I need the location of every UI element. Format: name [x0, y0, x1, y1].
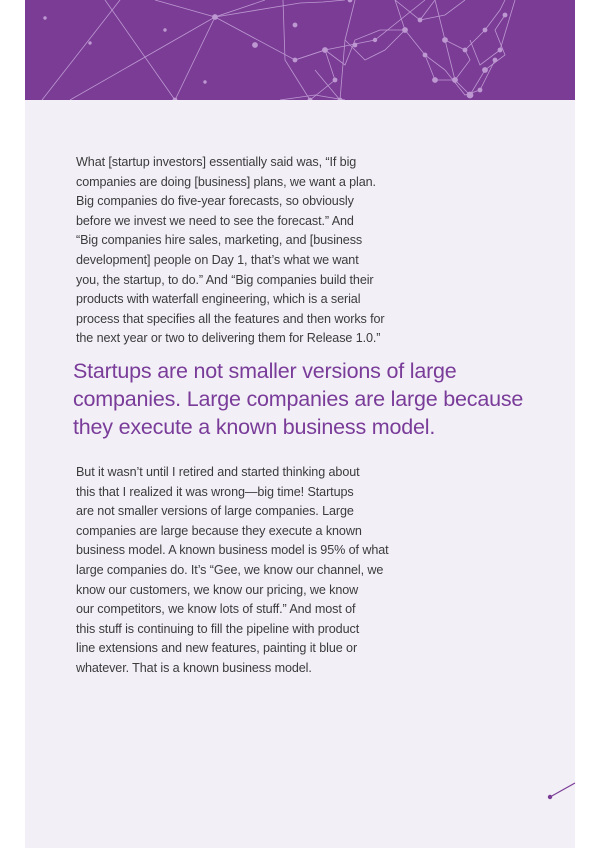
- text-line: companies are large because they execute a known: [76, 523, 362, 538]
- pull-quote-line: they execute a known business model.: [73, 414, 436, 439]
- pull-quote-line: companies. Large companies are large because: [73, 386, 524, 411]
- text-line: What [startup investors] essentially said was, “If big: [76, 155, 357, 169]
- text-line: this that I realized it was wrong—big time! Startups: [76, 484, 354, 499]
- paragraph-1: [76, 153, 496, 349]
- text-line: But it wasn’t until I retired and started thinking about: [76, 465, 360, 479]
- pull-quote-line: Startups are not smaller versions of large: [73, 359, 457, 383]
- text-line: are not smaller versions of large companies. Large: [76, 504, 354, 519]
- text-line: companies are doing [business] plans, we want a plan.: [76, 174, 376, 189]
- text-line: our competitors, we know lots of stuff.” And most of: [76, 602, 356, 617]
- text-line: whatever. That is a known business model.: [76, 660, 312, 675]
- paragraph-2: [76, 463, 496, 679]
- text-line: you, the startup, to do.” And “Big companies build their: [76, 272, 374, 287]
- text-line: before we invest we need to see the forecast.” And: [76, 213, 354, 228]
- text-line: large companies do. It’s “Gee, we know our channel, we: [76, 562, 384, 577]
- text-line: know our customers, we know our pricing, we know: [76, 582, 359, 597]
- text-line: the next year or two to delivering them for Release 1.0.”: [76, 331, 381, 346]
- text-line: Big companies do five-year forecasts, so obviously: [76, 194, 354, 209]
- header-banner: [25, 0, 575, 100]
- text-line: development] people on Day 1, that’s what we want: [76, 252, 359, 267]
- text-line: business model. A known business model is 95% of what: [76, 543, 389, 558]
- text-line: products with waterfall engineering, which is a serial: [76, 292, 361, 307]
- text-line: this stuff is continuing to fill the pipeline with product: [76, 621, 360, 636]
- corner-node-decoration-icon: [540, 775, 580, 805]
- network-pattern-icon: [25, 0, 575, 100]
- pull-quote: [73, 358, 533, 441]
- text-line: process that specifies all the features and then works for: [76, 311, 385, 326]
- text-line: line extensions and new features, painting it blue or: [76, 641, 358, 656]
- text-line: “Big companies hire sales, marketing, and [business: [76, 233, 363, 248]
